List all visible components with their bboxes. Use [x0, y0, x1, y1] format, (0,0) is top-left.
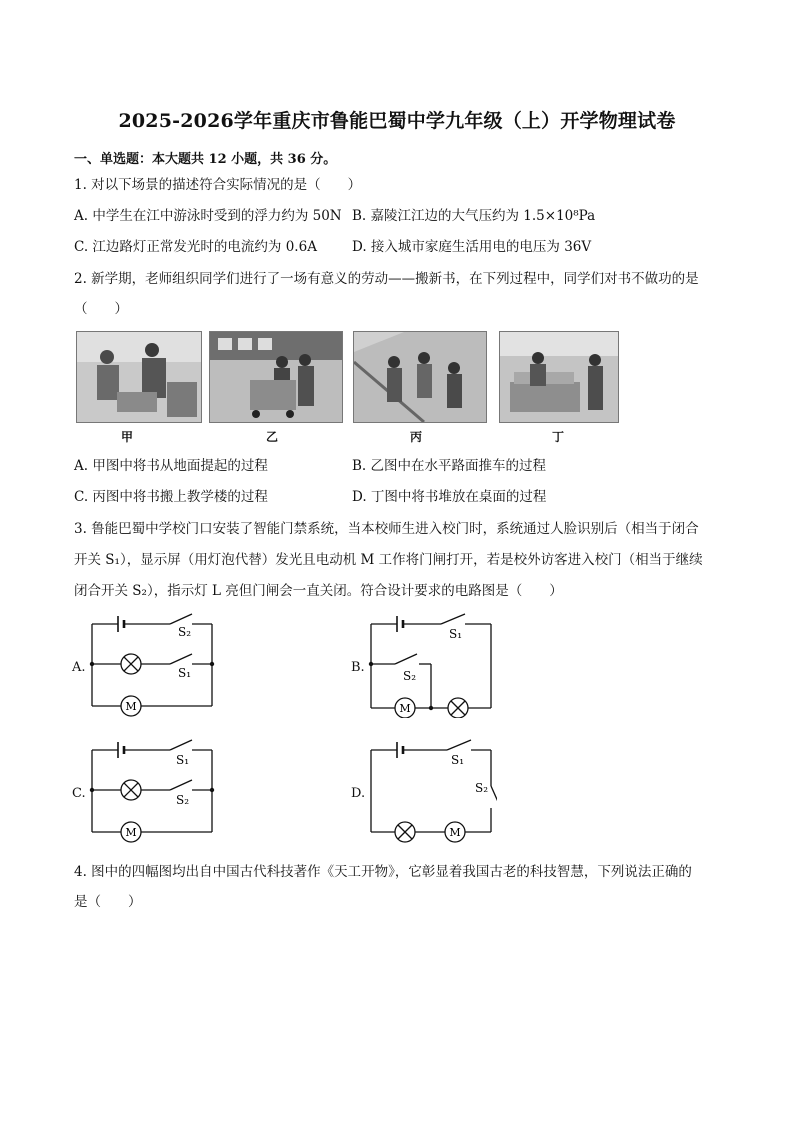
photo-label-yi: 乙 [265, 430, 278, 444]
circuit-d [367, 738, 497, 844]
s1-label: S₁ [178, 666, 192, 680]
q1-option-d: D. 接入城市家庭生活用电的电压为 36V [352, 239, 592, 255]
circuit-label-c: C. [72, 786, 86, 801]
page-title: 2025-2026学年重庆市鲁能巴蜀中学九年级（上）开学物理试卷 [118, 110, 676, 132]
q2-stem-line2: （ ） [74, 301, 128, 317]
q1-option-b: B. 嘉陵江江边的大气压约为 1.5×10⁸Pa [352, 208, 596, 224]
s1-label: S₁ [176, 753, 190, 767]
photo-jia [76, 331, 202, 423]
circuit-b [367, 612, 497, 718]
motor-symbol: M [125, 700, 137, 713]
circuit-label-a: A. [72, 660, 86, 675]
q1-option-c: C. 江边路灯正常发光时的电流约为 0.6A [74, 239, 317, 255]
motor-symbol: M [399, 702, 411, 715]
s2-label: S₂ [475, 781, 489, 795]
q4-stem-line2: 是（ ） [74, 894, 142, 910]
photo-ding [499, 331, 619, 423]
s1-label: S₁ [451, 753, 465, 767]
q2-option-c: C. 丙图中将书搬上教学楼的过程 [74, 489, 268, 505]
q3-stem-line2: 开关 S₁），显示屏（用灯泡代替）发光且电动机 M 工作将门闸打开，若是校外访客进入校门（相当于继续 [74, 552, 703, 568]
photo-label-jia: 甲 [120, 430, 133, 444]
circuit-c [88, 738, 218, 844]
photo-ding-image [500, 332, 618, 422]
switch-s2-blade [170, 614, 192, 624]
photo-label-bing: 丙 [409, 430, 422, 444]
motor-symbol: M [125, 826, 137, 839]
section-heading: 一、单选题：本大题共 12 小题，共 36 分。 [74, 152, 337, 167]
photo-yi [209, 331, 343, 423]
q3-stem-line3: 闭合开关 S₂），指示灯 L 亮但门闸会一直关闭。符合设计要求的电路图是（ ） [74, 583, 563, 599]
circuit-a [88, 612, 218, 718]
photo-jia-image [77, 332, 201, 422]
q2-option-d: D. 丁图中将书堆放在桌面的过程 [352, 489, 547, 505]
photo-yi-image [210, 332, 342, 422]
q1-stem: 1. 对以下场景的描述符合实际情况的是（ ） [74, 177, 362, 193]
s1-label: S₁ [449, 627, 463, 641]
photo-label-ding: 丁 [551, 430, 564, 444]
q2-stem-line1: 2. 新学期，老师组织同学们进行了一场有意义的劳动——搬新书，在下列过程中，同学们对书不做功的是 [74, 271, 699, 287]
q4-stem-line1: 4. 图中的四幅图均出自中国古代科技著作《天工开物》，它彰显着我国古老的科技智慧，下列说法正确的 [74, 864, 692, 880]
s2-label: S₂ [178, 625, 192, 639]
q3-stem-line1: 3. 鲁能巴蜀中学校门口安装了智能门禁系统，当本校师生进入校门时，系统通过人脸识别后（相当于闭合 [74, 521, 699, 537]
circuit-label-b: B. [351, 660, 365, 675]
s2-label: S₂ [176, 793, 190, 807]
photo-bing [353, 331, 487, 423]
photo-bing-image [354, 332, 486, 422]
q2-option-b: B. 乙图中在水平路面推车的过程 [352, 458, 547, 474]
q2-option-a: A. 甲图中将书从地面提起的过程 [74, 458, 268, 474]
s2-label: S₂ [403, 669, 417, 683]
motor-symbol: M [449, 826, 461, 839]
q1-option-a: A. 中学生在江中游泳时受到的浮力约为 50N [74, 208, 342, 224]
circuit-label-d: D. [351, 786, 366, 801]
